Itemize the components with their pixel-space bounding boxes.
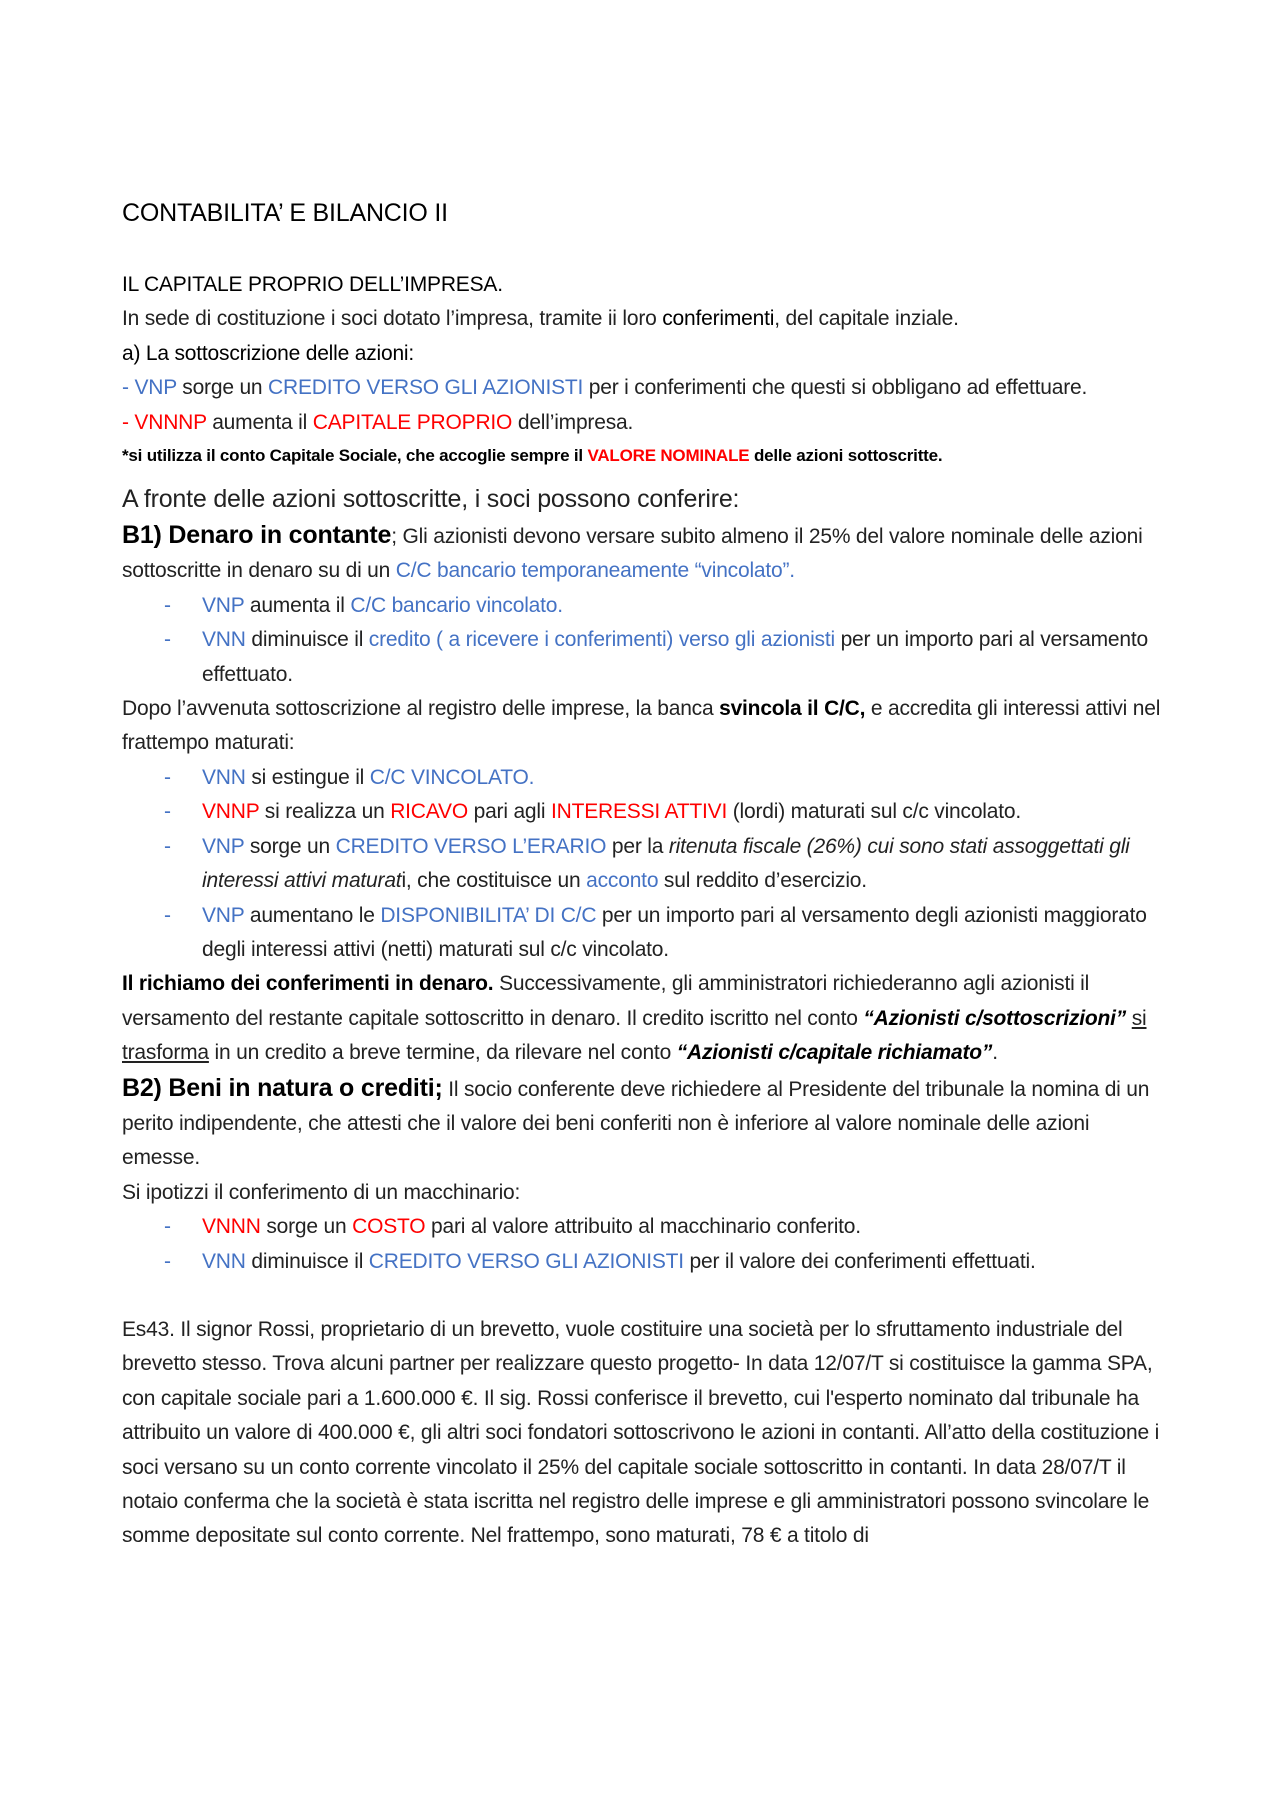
text: Il socio conferente deve richiedere al Presidente del tribunale la nomina di un perito indipendente, che attesti che il valore dei beni conferiti non è inferiore al valore nominale delle azioni emesse. [122,1077,1150,1170]
code-label: VNNP [202,800,260,824]
keyword: conferimenti [662,307,775,331]
code-label: VNN [202,628,246,652]
text: diminuisce il [245,628,369,652]
account-name: RICAVO [390,800,468,824]
list-item [202,1210,1172,1244]
exercise-paragraph: Es43. Il signor Rossi, proprietario di un brevetto, vuole costituire una società per lo sfruttamento industriale del brevetto stesso. Trova alcuni partner per realizzare questo progetto- In data 12/07/T si costituisce la gamma SPA, con capitale sociale pari a 1.600.000 €. Il sig. Rossi conferisce il brevetto, cui l'esperto nominato dal tribunale ha attribuito un valore di 400.000 €, gli altri soci fondatori sottoscrivono le azioni in contanti. All’atto della costituzione i soci versano su un conto corrente vincolato il 25% del capitale sociale sottoscritto in contanti. In data 28/07/T il notaio conferma che la società è stata iscritta nel registro delle imprese e gli amministratori possono svincolare le somme depositate sul conto corrente. Nel frattempo, sono maturati, 78 € a titolo di [122,1317,1160,1548]
text: i, che costituisce un [401,869,587,893]
account-name: “Azionisti c/capitale richiamato” [676,1041,993,1065]
text: per la [606,834,669,858]
b2-list [122,1210,1172,1279]
list-item [202,830,1172,899]
account-name: CREDITO VERSO GLI AZIONISTI [268,376,584,400]
text: sorge un [244,834,336,858]
text: In sede di costituzione i soci dotato l’impresa, tramite ii loro [122,307,663,331]
text: per il valore dei conferimenti effettuati. [683,1249,1036,1273]
account-name: C/C bancario temporaneamente “vincolato”. [395,559,795,583]
b1-list [122,589,1172,692]
list-item [202,899,1172,968]
text: aumentano le [244,903,381,927]
list-item [202,589,1172,623]
dash: - [122,376,135,400]
list-item [202,761,1172,795]
richiamo-heading: Il richiamo dei conferimenti in denaro. [122,972,494,996]
account-name: “Azionisti c/sottoscrizioni” [863,1006,1127,1030]
text: aumenta il [206,410,313,434]
b2-heading: B2) Beni in natura o crediti; [122,1073,443,1102]
code-label: VNP [134,376,177,400]
account-name: acconto [586,869,659,893]
b1-list-2 [122,761,1172,967]
list-item [202,795,1172,829]
keyword: svincola il C/C, [719,697,866,721]
text: sorge un [260,1215,353,1239]
text: Dopo l’avvenuta sottoscrizione al registro delle imprese, la banca [122,697,720,721]
fronte-heading: A fronte delle azioni sottoscritte, i soci possono conferire: [122,485,740,514]
code-label: VNNN [202,1215,261,1239]
after-paragraph [122,692,1172,761]
account-name: COSTO [352,1215,426,1239]
account-name: CAPITALE PROPRIO [312,410,513,434]
code-label: VNP [202,593,245,617]
code-label: VNN [202,765,246,789]
text: ; Gli azionisti devono versare subito almeno il 25% del valore nominale delle azioni sottoscritte in denaro su di un [122,525,1143,583]
text: e accredita gli interessi attivi nel frattempo maturati: [122,697,1161,755]
section-heading: IL CAPITALE PROPRIO DELL’IMPRESA. [122,273,503,296]
list-item [202,1245,1172,1279]
account-name: credito ( a ricevere i conferimenti) verso gli azionisti [368,628,835,652]
list-item [202,623,1172,692]
page-title: CONTABILITA’ E BILANCIO II [122,199,448,227]
text: per un importo pari al versamento effettuato. [202,628,1148,686]
account-name: CREDITO VERSO GLI AZIONISTI [368,1249,684,1273]
subheading-a: a) La sottoscrizione delle azioni: [122,341,415,365]
intro-paragraph [122,302,1172,336]
entry-line [122,406,1172,440]
code-label: - VNNNP [122,410,207,434]
text: Successivamente, gli amministratori richiederanno agli azionisti il versamento del restante capitale sottoscritto in denaro. Il credito iscritto nel conto [122,972,1090,1030]
b2-paragraph [122,1071,1172,1176]
document-page [122,196,1172,1554]
text: pari agli [467,800,551,824]
richiamo-paragraph [122,967,1172,1070]
text: . [992,1041,998,1065]
note [122,440,1172,472]
text: si realizza un [259,800,391,824]
text: pari al valore attribuito al macchinario conferito. [425,1215,861,1239]
text: in un credito a breve termine, da rilevare nel conto [208,1041,677,1065]
code-label: VNN [202,1249,246,1273]
text: , del capitale inziale. [774,307,959,331]
b1-heading: B1) Denaro in contante [122,521,392,550]
account-name: C/C VINCOLATO. [369,765,535,789]
text: dell’impresa. [512,410,634,434]
ipotesi-line: Si ipotizzi il conferimento di un macchinario: [122,1180,521,1204]
text: *si utilizza il conto Capitale Sociale, che accoglie sempre il [122,446,588,466]
underlined-text: si trasforma [122,1006,1147,1065]
account-name: CREDITO VERSO L’ERARIO [335,834,607,858]
entry-line [122,371,1172,405]
text: si estingue il [245,765,370,789]
account-name: C/C bancario vincolato. [350,593,563,617]
text: diminuisce il [245,1249,369,1273]
spacer [122,1279,1172,1313]
highlight: VALORE NOMINALE [587,446,750,466]
text: (lordi) maturati sul c/c vincolato. [727,800,1022,824]
code-label: VNP [202,903,245,927]
account-name: DISPONIBILITA’ DI C/C [380,903,597,927]
account-name: INTERESSI ATTIVI [550,800,728,824]
text: sorge un [176,376,269,400]
italic-text: ritenuta fiscale (26%) cui sono stati assoggettati gli interessi attivi maturat [202,834,1130,893]
text: sul reddito d’esercizio. [658,869,867,893]
code-label: VNP [202,834,245,858]
text: per i conferimenti che questi si obbligano ad effettuare. [583,376,1088,400]
b1-paragraph [122,518,1172,589]
text: delle azioni sottoscritte. [749,446,943,466]
text: aumenta il [244,593,351,617]
text: per un importo pari al versamento degli azionisti maggiorato degli interessi attivi (netti) maturati sul c/c vincolato. [202,903,1147,961]
